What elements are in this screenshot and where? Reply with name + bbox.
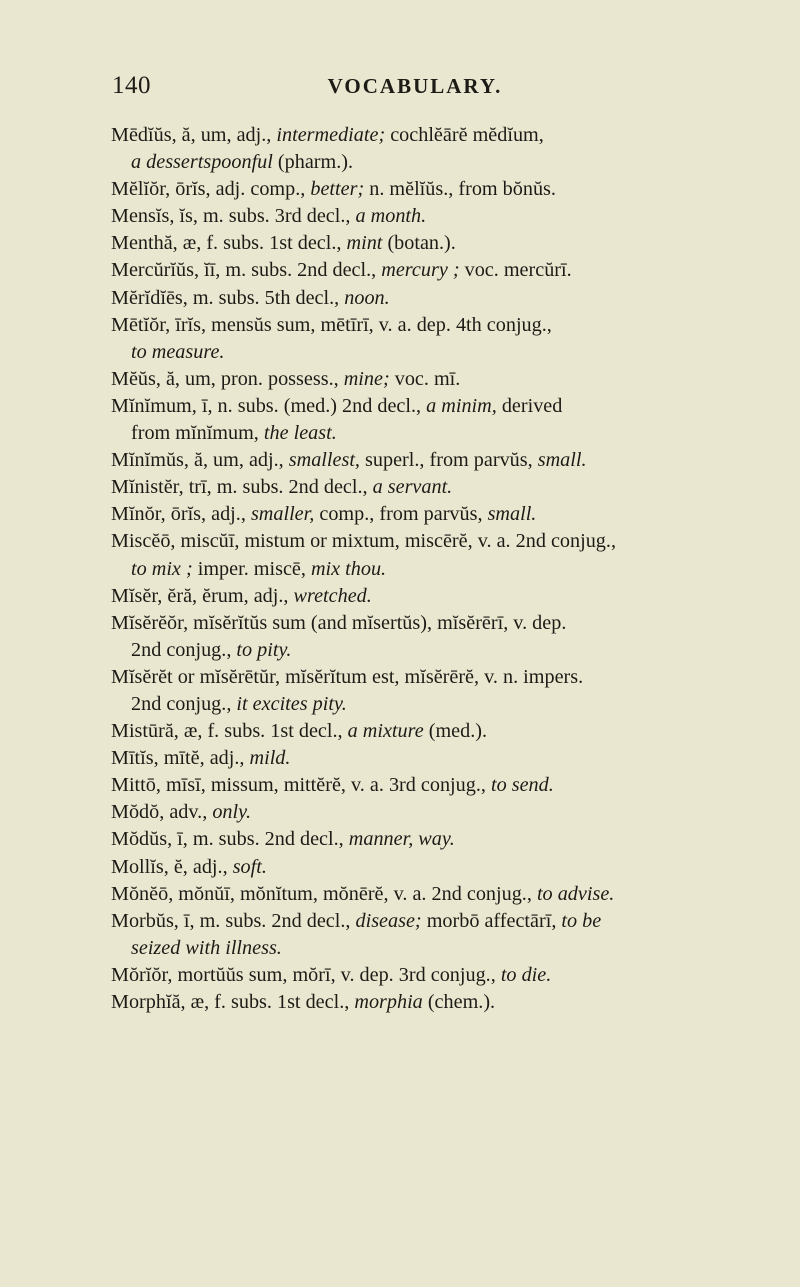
entry-headline	[111, 745, 781, 772]
entry-gloss: a month.	[355, 205, 427, 228]
entry-gloss: to pity.	[236, 638, 292, 661]
vocabulary-entry	[111, 285, 781, 312]
entry-gloss: seized with illness.	[131, 936, 282, 959]
entry-gloss: soft.	[232, 855, 267, 878]
entry-gloss: wretched.	[293, 584, 372, 607]
entry-text: Mītĭs, mītĕ, adj.,	[111, 747, 250, 770]
vocabulary-entry	[111, 393, 781, 447]
vocabulary-entry	[111, 772, 781, 799]
entry-headline	[111, 799, 781, 826]
entry-text: Mŏdŭs, ī, m. subs. 2nd decl.,	[111, 828, 349, 851]
entry-gloss: smallest,	[288, 449, 360, 472]
vocabulary-entry	[111, 826, 781, 853]
entry-text: Mĭnĭmum, ī, n. subs. (med.) 2nd decl.,	[111, 394, 427, 417]
entry-gloss: disease;	[355, 909, 422, 932]
running-head: VOCABULARY.	[327, 74, 503, 98]
entry-text: 2nd conjug.,	[131, 692, 237, 715]
entry-headline	[111, 718, 781, 745]
vocabulary-entry	[111, 854, 781, 881]
entry-text: Mercŭrĭŭs, ĭī, m. subs. 2nd decl.,	[111, 259, 382, 282]
vocabulary-entry	[111, 989, 781, 1016]
entry-text: Mĕlĭŏr, ōrĭs, adj. comp.,	[111, 178, 311, 201]
entry-text: Mollĭs, ĕ, adj.,	[111, 855, 233, 878]
vocabulary-entry	[111, 881, 781, 908]
entry-headline	[111, 203, 781, 230]
vocabulary-entry	[111, 962, 781, 989]
entry-text: Mensĭs, ĭs, m. subs. 3rd decl.,	[111, 205, 356, 228]
entry-text: Mĕŭs, ă, um, pron. possess.,	[111, 367, 344, 390]
entry-headline	[111, 366, 781, 393]
vocabulary-entry	[111, 610, 781, 664]
entry-text: Mĭnŏr, ōrĭs, adj.,	[111, 503, 251, 526]
entry-gloss: to mix ;	[131, 557, 193, 580]
entry-text: Mĭsĕrĕt or mĭsĕrētŭr, mĭsĕrĭtum est, mĭsĕrērĕ, v. n. impers.	[111, 665, 584, 688]
vocabulary-entry	[111, 799, 781, 826]
entry-gloss: intermediate;	[276, 124, 386, 146]
entry-text: imper. miscē,	[192, 557, 311, 580]
entry-continuation	[111, 149, 781, 176]
entry-continuation	[111, 935, 781, 962]
entry-gloss: noon.	[344, 286, 390, 309]
entry-text: Mĭnistĕr, trī, m. subs. 2nd decl.,	[111, 476, 373, 499]
entry-gloss: morphia	[354, 991, 423, 1013]
entry-headline	[111, 285, 781, 312]
entry-gloss: better;	[310, 178, 365, 201]
entry-text: cochlĕārĕ mĕdĭum,	[385, 124, 544, 146]
vocabulary-entry	[111, 176, 781, 203]
entry-headline	[111, 989, 781, 1016]
entry-gloss: mix thou.	[310, 557, 387, 580]
vocabulary-entry	[111, 447, 781, 474]
entry-gloss: small.	[487, 503, 537, 526]
entry-headline	[111, 772, 781, 799]
entry-text: Mĭsĕrĕŏr, mĭsĕrĭtŭs sum (and mĭsertŭs), mĭsĕrērī, v. dep.	[111, 611, 567, 634]
entry-text: (botan.).	[382, 232, 456, 255]
entry-headline	[111, 962, 781, 989]
entry-gloss: to advise.	[536, 882, 615, 905]
entry-gloss: the least.	[263, 422, 337, 445]
vocabulary-entry	[111, 366, 781, 393]
entry-headline	[111, 122, 781, 149]
entry-headline	[111, 176, 781, 203]
entry-headline	[111, 854, 781, 881]
entry-text: Miscĕō, miscŭī, mistum or mixtum, miscērĕ, v. a. 2nd conjug.,	[111, 530, 616, 553]
entry-gloss: a dessertspoonful	[131, 151, 273, 174]
entry-headline	[111, 501, 781, 528]
entry-text: Morphĭă, æ, f. subs. 1st decl.,	[111, 991, 355, 1013]
entry-gloss: manner, way.	[348, 828, 455, 851]
page-header	[0, 72, 800, 106]
entry-text: (med.).	[423, 720, 488, 743]
entry-headline	[111, 908, 781, 935]
vocabulary-entry	[111, 718, 781, 745]
vocabulary-entry	[111, 528, 781, 582]
entry-text: from mĭnĭmum,	[131, 422, 264, 445]
entry-text: Mĕrĭdĭēs, m. subs. 5th decl.,	[111, 286, 345, 309]
entry-gloss: to be	[561, 909, 602, 932]
entry-text: Morbŭs, ī, m. subs. 2nd decl.,	[111, 909, 356, 932]
entry-continuation	[111, 691, 781, 718]
entry-text: Mĭnĭmŭs, ă, um, adj.,	[111, 449, 289, 472]
entry-text: morbō affectārī,	[421, 909, 562, 932]
entry-gloss: a servant.	[372, 476, 453, 499]
entry-gloss: a minim,	[426, 394, 497, 417]
entry-gloss: a mixture	[347, 720, 424, 743]
entry-gloss: to send.	[490, 774, 554, 797]
entry-headline	[111, 664, 781, 691]
entry-text: n. mĕlĭŭs., from bŏnŭs.	[364, 178, 556, 201]
entry-text: Mistūră, æ, f. subs. 1st decl.,	[111, 720, 348, 743]
vocabulary-entry	[111, 745, 781, 772]
vocabulary-entry	[111, 203, 781, 230]
entry-headline	[111, 610, 781, 637]
entry-headline	[111, 393, 781, 420]
entry-text: 2nd conjug.,	[131, 638, 237, 661]
vocabulary-entry	[111, 257, 781, 284]
vocabulary-entry	[111, 122, 781, 176]
entry-text: comp., from parvŭs,	[314, 503, 488, 526]
entry-text: Menthă, æ, f. subs. 1st decl.,	[111, 232, 347, 255]
entry-text: Mēdĭŭs, ă, um, adj.,	[111, 124, 277, 146]
entry-gloss: small.	[537, 449, 587, 472]
vocabulary-entry	[111, 664, 781, 718]
vocabulary-entry	[111, 230, 781, 257]
entry-text: Mŏdŏ, adv.,	[111, 801, 213, 824]
entry-gloss: smaller,	[250, 503, 315, 526]
entry-text: Mŏrĭŏr, mortŭŭs sum, mŏrī, v. dep. 3rd conjug.,	[111, 963, 501, 986]
entry-text: derived	[496, 394, 563, 417]
entry-text: voc. mercŭrī.	[459, 259, 572, 282]
entry-continuation	[111, 339, 781, 366]
entry-text: superl., from parvŭs,	[359, 449, 538, 472]
entry-continuation	[111, 556, 781, 583]
vocabulary-entry	[111, 474, 781, 501]
entry-headline	[111, 230, 781, 257]
entry-headline	[111, 257, 781, 284]
vocabulary-entry	[111, 501, 781, 528]
entry-gloss: mint	[346, 232, 383, 255]
entry-headline	[111, 881, 781, 908]
entry-text: Mŏnĕō, mŏnŭī, mŏnĭtum, mŏnērĕ, v. a. 2nd conjug.,	[111, 882, 537, 905]
entry-gloss: only.	[212, 801, 252, 824]
entry-headline	[111, 312, 781, 339]
vocabulary-entries	[111, 122, 781, 1016]
entry-text: (pharm.).	[272, 151, 354, 174]
vocabulary-entry	[111, 908, 781, 962]
vocabulary-entry	[111, 312, 781, 366]
entry-gloss: to measure.	[131, 340, 225, 363]
entry-headline	[111, 528, 781, 555]
entry-text: Mittō, mīsī, missum, mittĕrĕ, v. a. 3rd conjug.,	[111, 774, 491, 797]
entry-headline	[111, 826, 781, 853]
entry-headline	[111, 474, 781, 501]
entry-text: Mētĭŏr, īrĭs, mensŭs sum, mētīrī, v. a. dep. 4th conjug.,	[111, 313, 552, 336]
entry-gloss: mild.	[249, 747, 291, 770]
entry-continuation	[111, 420, 781, 447]
entry-text: (chem.).	[422, 991, 496, 1013]
entry-gloss: it excites pity.	[236, 692, 347, 715]
entry-gloss: mine;	[343, 367, 390, 390]
entry-continuation	[111, 637, 781, 664]
entry-gloss: mercury ;	[381, 259, 460, 282]
vocabulary-entry	[111, 583, 781, 610]
entry-headline	[111, 447, 781, 474]
page-number: 140	[112, 72, 151, 99]
entry-headline	[111, 583, 781, 610]
entry-text: Mĭsĕr, ĕră, ĕrum, adj.,	[111, 584, 294, 607]
entry-gloss: to die.	[500, 963, 552, 986]
entry-text: voc. mī.	[389, 367, 461, 390]
